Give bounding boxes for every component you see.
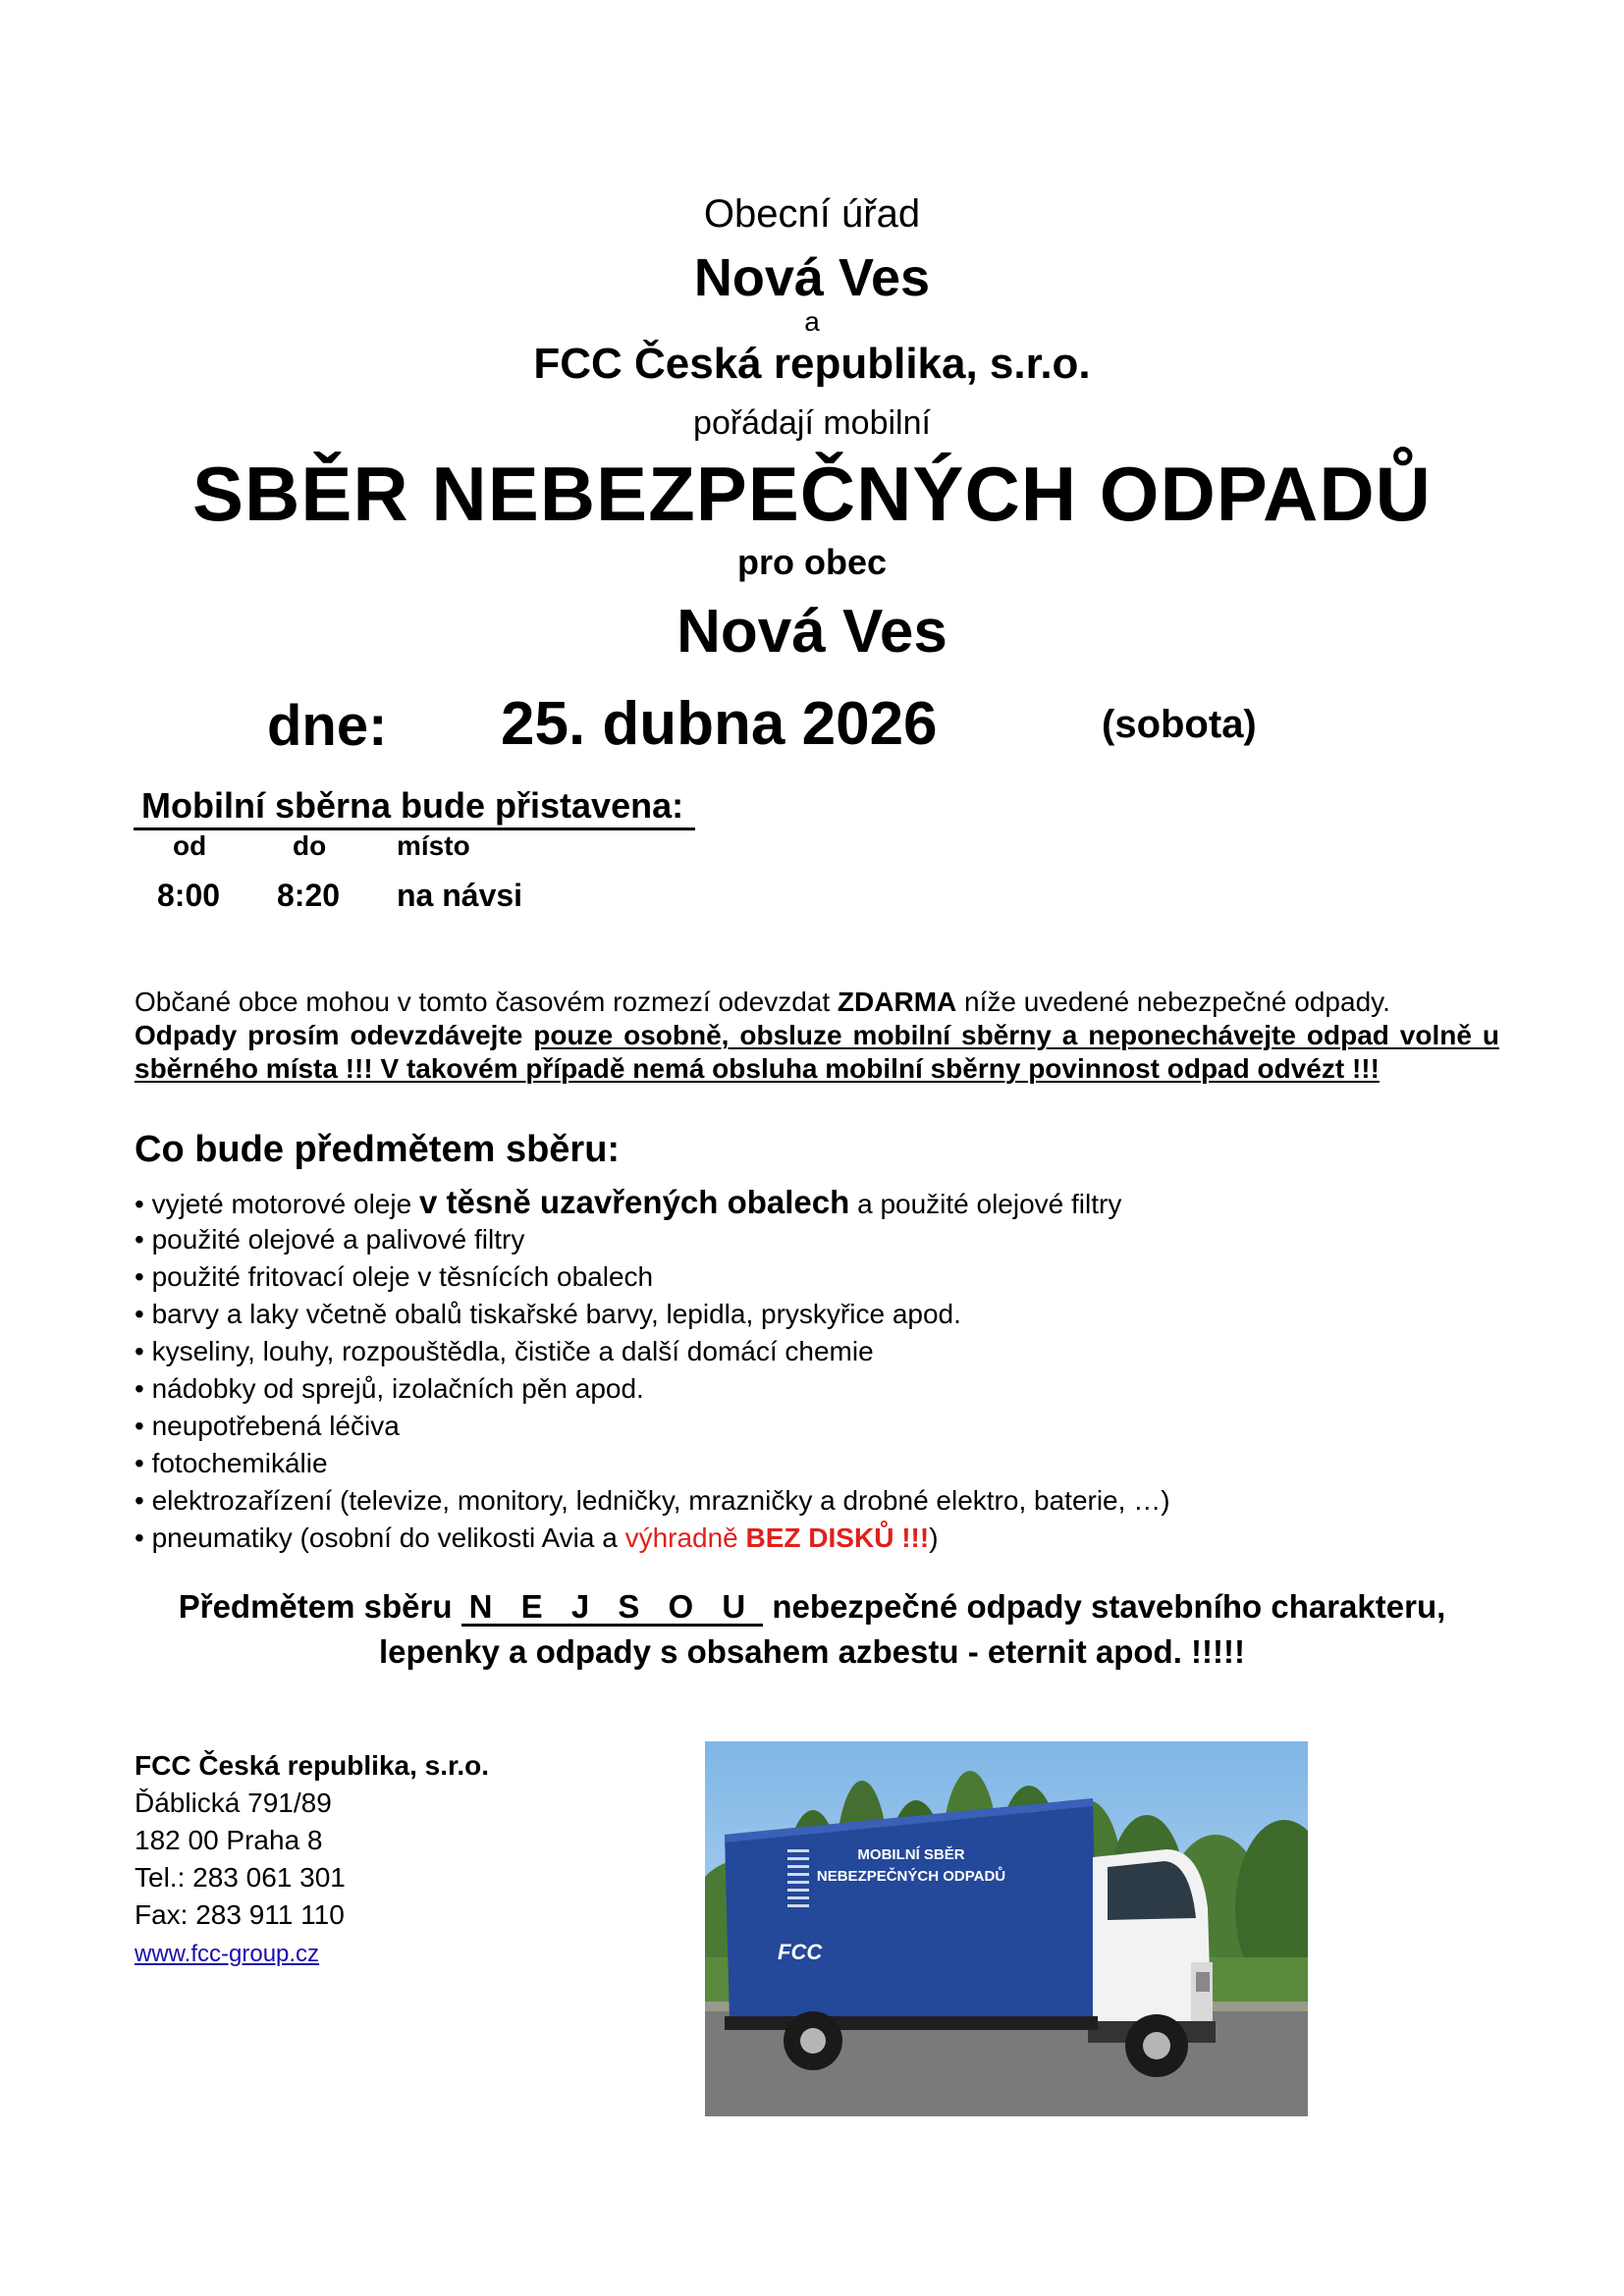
info-free-emphasis: ZDARMA bbox=[837, 987, 957, 1017]
contact-city: 182 00 Praha 8 bbox=[135, 1825, 323, 1855]
list-item: • kyseliny, louhy, rozpouštědla, čističe a další domácí chemie bbox=[135, 1336, 874, 1366]
info-p1-text: Občané obce mohou v tomto časovém rozmezí odevzdat bbox=[135, 987, 838, 1017]
list-item: • elektrozařízení (televize, monitory, ledničky, mrazničky a drobné elektro, baterie, …) bbox=[135, 1485, 1170, 1516]
organize-text: pořádají mobilní bbox=[693, 404, 931, 442]
schedule-from-time: 8:00 bbox=[157, 878, 221, 913]
list-item: • použité olejové a palivové filtry bbox=[135, 1224, 525, 1255]
date-value: 25. dubna 2026 bbox=[501, 690, 938, 758]
schedule-place: na návsi bbox=[397, 878, 523, 913]
truck-photo bbox=[705, 1741, 1308, 2116]
village-name: Nová Ves bbox=[693, 248, 931, 307]
truck-text-2: NEBEZPEČNÝCH ODPADŮ bbox=[816, 1868, 1006, 1885]
schedule-col-to: do bbox=[293, 830, 327, 861]
list-item: • nádobky od sprejů, izolačních pěn apod. bbox=[135, 1373, 644, 1404]
list-item: • použité fritovací oleje v těsnících obalech bbox=[135, 1261, 654, 1292]
list-item: • pneumatiky (osobní do velikosti Avia a výhradně BEZ DISKŮ !!!) bbox=[135, 1522, 939, 1553]
warning-line-2: lepenky a odpady s obsahem azbestu - eternit apod. !!!!! bbox=[379, 1633, 1245, 1670]
truck-photo-illustration bbox=[705, 1741, 1308, 2116]
warning-not-emphasis: N E J S O U bbox=[461, 1590, 764, 1627]
schedule-heading: Mobilní sběrna bude přistavena: bbox=[134, 786, 695, 830]
info-p2-lead: Odpady prosím odevzdávejte bbox=[135, 1020, 534, 1050]
list-item: • fotochemikálie bbox=[135, 1448, 328, 1478]
list-item: • vyjeté motorové oleje v těsně uzavřených obalech a použité olejové filtry bbox=[135, 1184, 1122, 1220]
conjunction: a bbox=[804, 306, 820, 337]
list-item: • barvy a laky včetně obalů tiskařské barvy, lepidla, pryskyřice apod. bbox=[135, 1299, 961, 1329]
items-heading: Co bude předmětem sběru: bbox=[135, 1129, 621, 1170]
contact-company: FCC Česká republika, s.r.o. bbox=[135, 1750, 490, 1781]
contact-fax: Fax: 283 911 110 bbox=[135, 1899, 345, 1930]
schedule-col-from: od bbox=[173, 830, 207, 861]
contact-street: Ďáblická 791/89 bbox=[135, 1788, 332, 1818]
schedule-to-time: 8:20 bbox=[277, 878, 341, 913]
info-p2-underlined: pouze osobně, obsluze mobilní sběrny a neponechávejte odpad volně u sběrného místa !!! V takovém případě nemá obsluha mobilní sběrny povinnost odpad odvézt !!! bbox=[135, 1020, 1499, 1084]
schedule-col-place: místo bbox=[397, 830, 470, 861]
info-paragraph-2 bbox=[135, 1019, 1499, 1086]
for-municipality-label: pro obec bbox=[736, 542, 887, 582]
date-weekday: (sobota) bbox=[1102, 703, 1257, 746]
warning-line-1: Předmětem sběru N E J S O U nebezpečné odpady stavebního charakteru, bbox=[178, 1588, 1446, 1625]
municipality-name: Nová Ves bbox=[677, 598, 947, 666]
item-red-bold-text: BEZ DISKŮ !!! bbox=[745, 1522, 930, 1553]
contact-block bbox=[135, 1747, 489, 1971]
date-label: dne: bbox=[267, 694, 388, 758]
info-p1-tail: níže uvedené nebezpečné odpady. bbox=[956, 987, 1390, 1017]
items-list bbox=[135, 1184, 1170, 1557]
list-item: • neupotřebená léčiva bbox=[135, 1411, 400, 1441]
office-label: Obecní úřad bbox=[703, 192, 921, 236]
contact-website-link[interactable]: www.fcc-group.cz bbox=[135, 1941, 320, 1967]
truck-logo: FCC bbox=[778, 1940, 823, 1964]
page-title: SBĚR NEBEZPEČNÝCH ODPADŮ bbox=[191, 451, 1433, 537]
company-name: FCC Česká republika, s.r.o. bbox=[533, 340, 1091, 388]
item-red-text: výhradně bbox=[624, 1522, 746, 1553]
item-emphasis: v těsně uzavřených obalech bbox=[418, 1184, 850, 1220]
warning-note bbox=[0, 1584, 1624, 1675]
truck-text-1: MOBILNÍ SBĚR bbox=[857, 1846, 965, 1863]
contact-phone: Tel.: 283 061 301 bbox=[135, 1862, 346, 1893]
info-paragraph-1 bbox=[135, 986, 1499, 1019]
